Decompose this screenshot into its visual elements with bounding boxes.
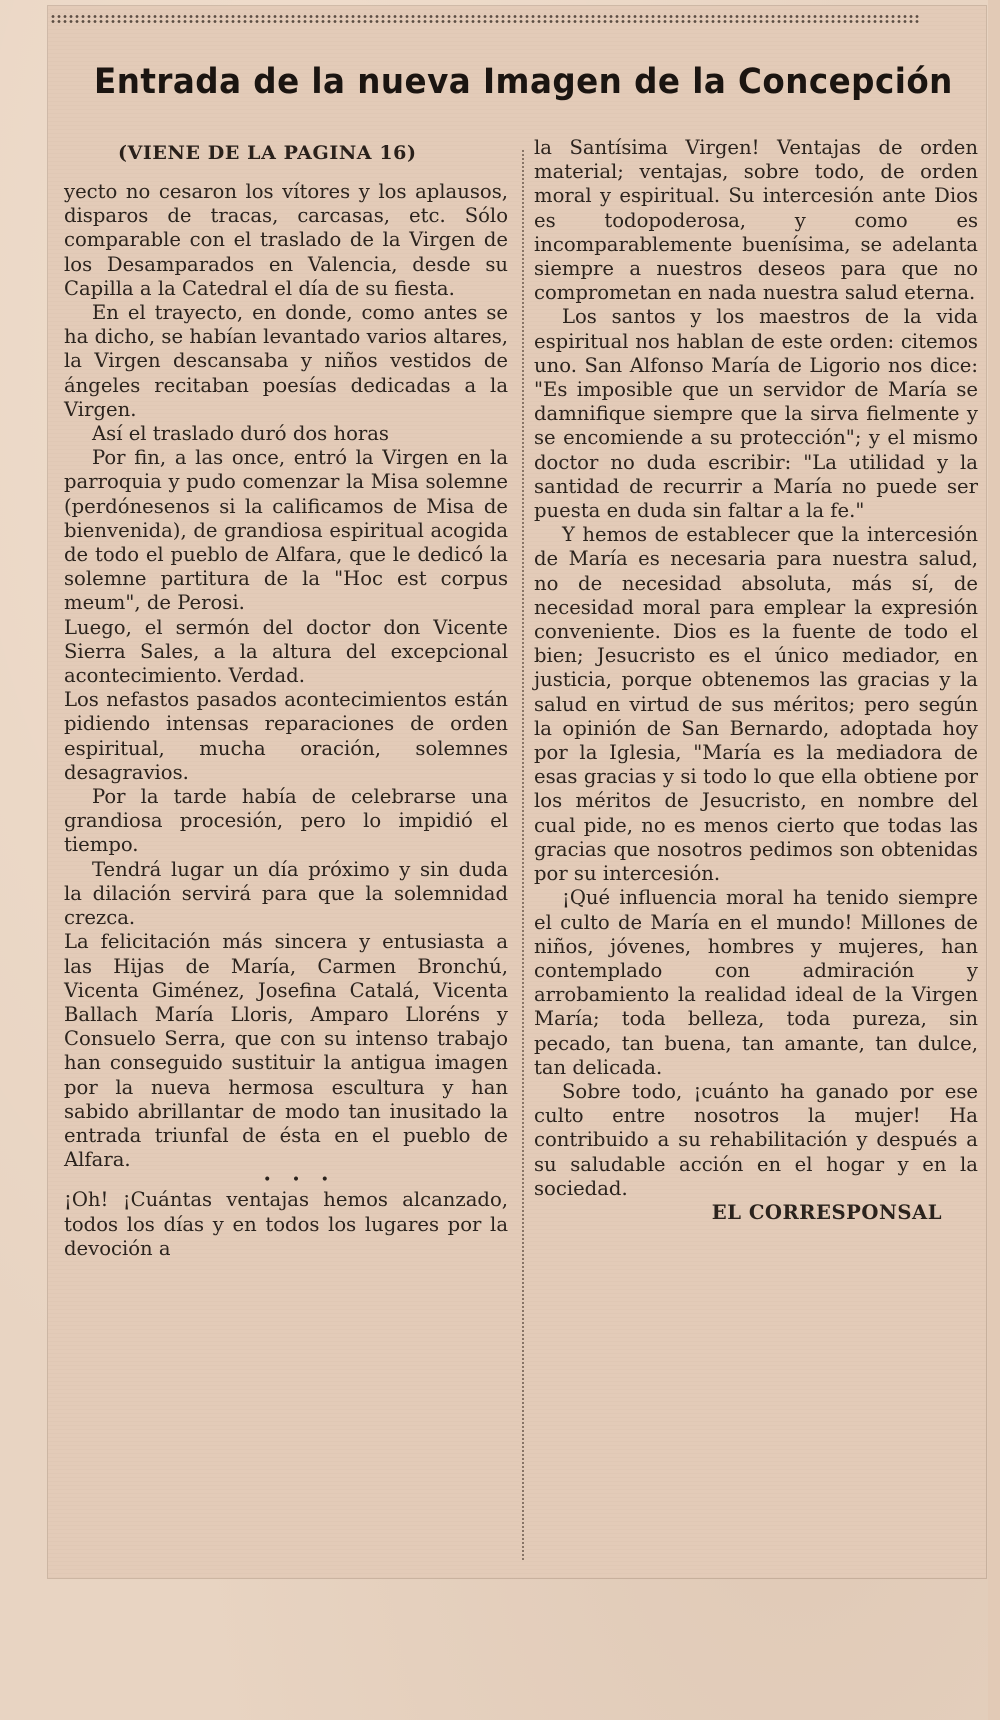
paragraph: La felicitación más sincera y entusiasta a las Hijas de María, Carmen Bronchú, Vicenta Giménez, Josefina Catalá, Vicenta Ballach María Lloris, Amparo Lloréns y Consuelo Serra, que con su intenso trabajo han conseguido sustituir la antigua imagen por la nueva hermosa escultura y han sabido abrillantar de modo tan inusitado la entrada triunfal de ésta en el pueblo de Alfara. [64,930,508,1172]
column-divider [522,150,524,1560]
section-separator: • • • [263,1172,337,1189]
paragraph: ¡Oh! ¡Cuántas ventajas hemos alcanzado, todos los días y en todos los lugares por la devoción a [64,1188,508,1260]
paragraph: Tendrá lugar un día próximo y sin duda la dilación servirá para que la solemnidad crezca. [64,857,508,930]
article-column-left [64,180,508,1261]
paragraph: la Santísima Virgen! Ventajas de orden material; ventajas, sobre todo, de orden moral y espiritual. Su intercesión ante Dios es todopoderosa, y como es incomparablemente buenísima, se adelanta siempre a nuestros deseos para que no comprometan en nada nuestra salud eterna. [534,136,978,305]
paragraph: ¡Qué influencia moral ha tenido siempre el culto de María en el mundo! Millones de niños, jóvenes, hombres y mujeres, han contemplado con admiración y arrobamiento la realidad ideal de la Virgen María; toda belleza, toda pureza, sin pecado, tan buena, tan amante, tan dulce, tan delicada. [534,886,978,1079]
paragraph: Sobre todo, ¡cuánto ha ganado por ese culto entre nosotros la mujer! Ha contribuido a su rehabilitación y después a su saludable acción en el hogar y en la sociedad. [534,1079,978,1200]
clipping-edge [988,0,1000,1720]
continued-from-label: (VIENE DE LA PAGINA 16) [118,142,417,164]
paragraph: En el trayecto, en donde, como antes se ha dicho, se habían levantado varios altares, la Virgen descansaba y niños vestidos de ángeles recitaban poesías dedicadas a la Virgen. [64,301,508,421]
headline: Entrada de la nueva Imagen de la Concepción [94,62,953,102]
paragraph: Los nefastos pasados acontecimientos están pidiendo intensas reparaciones de orden espiritual, mucha oración, solemnes desagravios. [64,688,508,784]
paragraph: Por fin, a las once, entró la Virgen en la parroquia y pudo comenzar la Misa solemne (perdónesenos si la calificamos de Misa de bienvenida), de grandiosa espiritual acogida de todo el pueblo de Alfara, que le dedicó la solemne partitura de la "Hoc est corpus meum", de Perosi. [64,446,508,615]
paragraph: Y hemos de establecer que la intercesión de María es necesaria para nuestra salud, no de necesidad absoluta, más sí, de necesidad moral para emplear la expresión conveniente. Dios es la fuente de todo el bien; Jesucristo es el único mediador, en justicia, porque obtenemos las gracias y la salud en virtud de sus méritos; pero según la opinión de San Bernardo, adoptada hoy por la Iglesia, "María es la mediadora de esas gracias y si todo lo que ella obtiene por los méritos de Jesucristo, en nombre del cual pide, no es menos cierto que todas las gracias que nosotros pedimos son obtenidas por su intercesión. [534,523,978,886]
paragraph: yecto no cesaron los vítores y los aplausos, disparos de tracas, carcasas, etc. Sólo comparable con el traslado de la Virgen de los Desamparados en Valencia, desde su Capilla a la Catedral el día de su fiesta. [64,180,508,300]
paragraph: Así el traslado duró dos horas [92,422,389,446]
paragraph: Los santos y los maestros de la vida espiritual nos hablan de este orden: citemos uno. San Alfonso María de Ligorio nos dice: "Es imposible que un servidor de María se damnifique siempre que la sirva fielmente y se encomiende a su protección"; y el mismo doctor no duda escribir: "La utilidad y la santidad de recurrir a María no puede ser puesta en duda sin faltar a la fe." [534,305,978,523]
signature: EL CORRESPONSAL [711,1200,942,1224]
paragraph: Luego, el sermón del doctor don Vicente Sierra Sales, a la altura del excepcional acontecimiento. Verdad. [64,615,508,688]
article-column-right [534,136,978,1225]
paragraph: Por la tarde había de celebrarse una grandiosa procesión, pero lo impidió el tiempo. [64,785,508,857]
top-dotted-rule [50,14,920,24]
